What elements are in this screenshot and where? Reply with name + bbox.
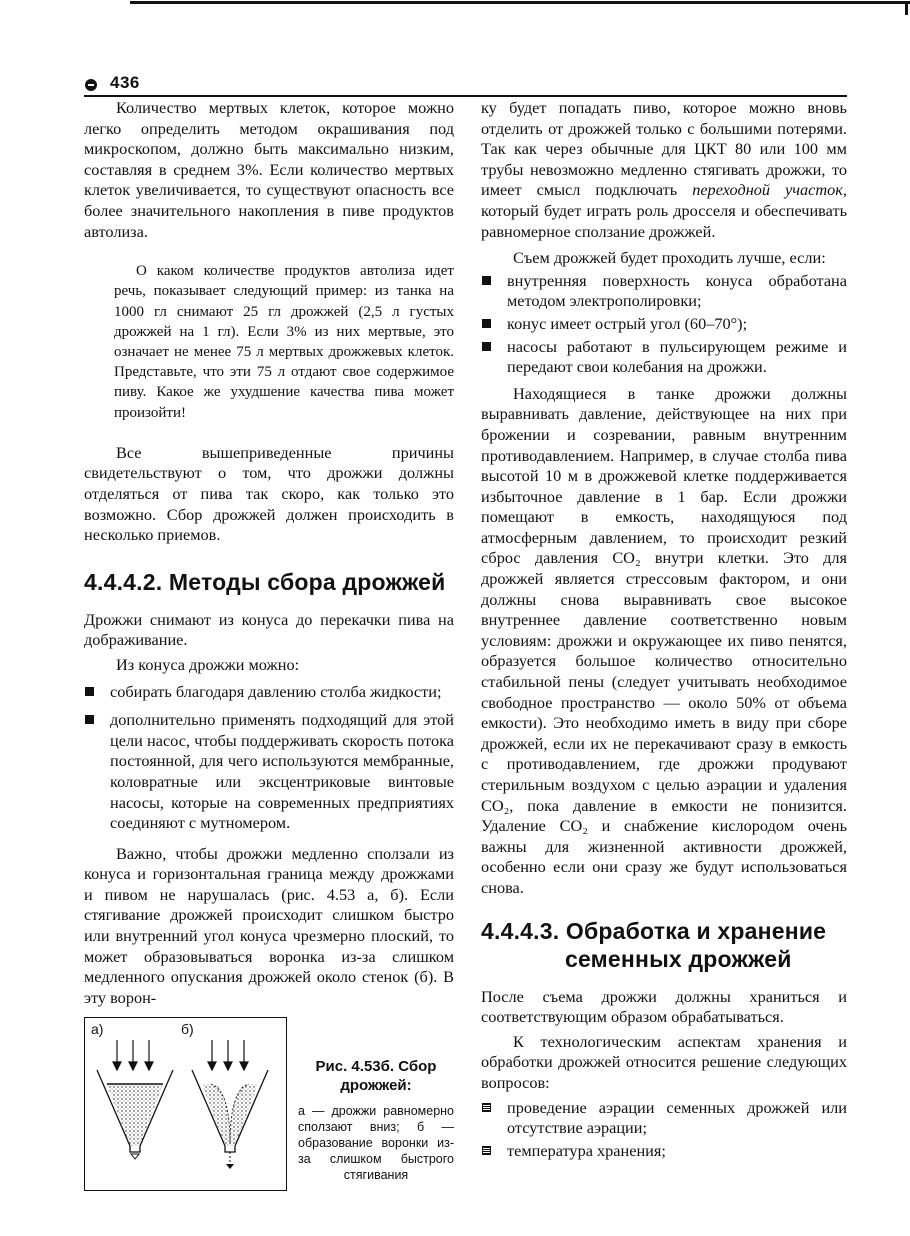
figure-caption <box>298 1057 454 1183</box>
paragraph: После съема дрожжи должны храниться и соответствующим образом обрабатываться. <box>481 986 847 1027</box>
paragraph: Находящиеся в танке дрожжи должны выравнивать давление, действующее на них при брожении и созревании, равным внутренним противодавлением. Например, в случае столба пива высотой 10 м в дрожжевой клетке поддерживается избыточное давление в 1 бар. Если дрожжи помещают в емкость, находящуюся под атмосферным давлением, то происходит резкий сброс давления CO₂ внутри клетки. Это для дрожжей является стрессовым фактором, и они должны снова выравнивать свое высокое внутреннее давление соответственно новым условиям: дрожжи и окружающее их пиво пенятся, образуется большое количество относительно стабильной пены (следует учитывать необходимое свободное пространство — около 50% от объема емкости). Это необходимо иметь в виду при сборе дрожжей, если их не перекачивают сразу в емкость с противодавлением, где дрожжи продувают стерильным воздухом с целью аэрации и удаления CO₂, пока давление в емкости не понизится. Удаление CO₂ и снабжение кислородом очень важны для жизненной активности дрожжей, особенно если они сразу же будут использоваться снова. <box>481 383 847 897</box>
paragraph: Количество мертвых клеток, которое можно легко определить методом окрашивания под микроскопом, должно быть максимально низким, составляя в среднем 3%. Если количество мертвых клеток увеличивается, то существуют опасность все более значительного накопления в пиве продуктов автолиза. <box>84 98 454 241</box>
paragraph: Из конуса дрожжи можно: <box>116 654 300 674</box>
bullet-list <box>481 271 847 378</box>
figure-label-b: б) <box>181 1021 194 1037</box>
list-item-text: дополнительно применять подходящий для этой цели насос, чтобы поддерживать скорость потока постоянной, для чего используются мембранные, коловратные или эксцентриковые винтовые насосы, которые на современных предприятиях соединяют с мутномером. <box>110 710 454 833</box>
section-heading-line1: 4.4.4.3. Обработка и хранение <box>481 917 827 944</box>
right-column <box>481 98 847 1163</box>
section-heading <box>481 917 847 973</box>
bullet-square-icon <box>85 687 94 696</box>
bullet-square-icon <box>482 276 491 285</box>
bullet-square-icon <box>482 319 491 328</box>
emphasis-text: переходной участок, <box>692 180 847 200</box>
arrows-b-icon <box>208 1040 248 1070</box>
bullet-list <box>481 1098 847 1162</box>
cone-a-yeast-fill <box>107 1084 163 1146</box>
list-item <box>481 337 847 378</box>
list-item <box>481 1098 847 1139</box>
bullet-hatched-icon <box>482 1103 491 1112</box>
left-column <box>84 98 454 1008</box>
caption-description: а — дрожжи равномерно сползают вниз; б — образование воронки из-за слишком быстрого стягивания <box>298 1104 454 1182</box>
yeast-cone-diagram <box>85 1018 286 1190</box>
header-rule <box>84 95 847 97</box>
list-item <box>481 271 847 312</box>
page-header <box>84 72 847 96</box>
paragraph: Важно, чтобы дрожжи медленно сползали из конуса и горизонтальная граница между дрожжами и пивом не нарушалась (рис. 4.53 а, б). Если стягивание дрожжей происходит слишком быстро или внутренний угол конуса чрезмерно плоский, то может образовываться воронка из-за слишком медленного опускания дрожжей около стенок (б). В эту ворон- <box>84 843 454 1007</box>
section-heading: 4.4.4.2. Методы сбора дрожжей <box>84 568 446 595</box>
list-item-text: собирать благодаря давлению столба жидкости; <box>110 681 442 701</box>
paragraph-text: который будет играть роль дросселя и обеспечивать равномерное сползание дрожжей. <box>481 200 847 241</box>
note-paragraph: О каком количестве продуктов автолиза идет речь, показывает следующий пример: из танка на 1000 гл снимают 25 гл дрожжей (2,5 л густых дрожжей на 1 гл). Если 3% из них мертвые, это означает не менее 75 л мертвых дрожжевых клеток. Представьте, что эти 75 л отдают свое содержимое пиву. Какое же ухудшение качества пива может произойти! <box>114 263 454 421</box>
paragraph <box>481 98 847 242</box>
bullet-square-icon <box>85 715 94 724</box>
arrows-a-icon <box>113 1040 153 1070</box>
list-item-text: проведение аэрации семенных дрожжей или отсутствие аэрации; <box>507 1097 847 1138</box>
figure-frame <box>84 1017 287 1191</box>
bullet-square-icon <box>482 342 491 351</box>
list-item-text: насосы работают в пульсирующем режиме и передают свои колебания на дрожжи. <box>507 336 847 377</box>
paragraph: Все вышеприведенные причины свидетельствуют о том, что дрожжи должны отделяться от пива так скоро, как только это возможно. Сбор дрожжей должен происходить в несколько приемов. <box>84 442 454 545</box>
figure-label-a: а) <box>91 1021 104 1037</box>
header-bullet-icon <box>85 79 97 91</box>
list-item <box>84 682 454 703</box>
figure-yeast-collection <box>84 1017 454 1193</box>
caption-title: Рис. 4.53б. Сбор дрожжей: <box>315 1058 437 1094</box>
paragraph: К технологическим аспектам хранения и обработки дрожжей относится решение следующих вопросов: <box>481 1031 847 1092</box>
paragraph: Дрожжи снимают из конуса до перекачки пива на дображивание. <box>84 609 454 650</box>
list-item <box>481 314 847 335</box>
list-item-text: внутренняя поверхность конуса обработана методом электрополировки; <box>507 270 847 311</box>
page-number: 436 <box>110 73 140 92</box>
list-item-text: температура хранения; <box>507 1140 666 1160</box>
list-item <box>481 1141 847 1162</box>
top-border-corner <box>905 1 908 15</box>
list-item-text: конус имеет острый угол (60–70°); <box>507 313 748 333</box>
bullet-hatched-icon <box>482 1146 491 1155</box>
paragraph-text: ку будет попадать пиво, которое можно вновь отделить от дрожжей только с большими потерями. Так как через обычные для ЦКТ 80 или 100 мм трубы невозможно медленно стягивать дрожжи, то имеет смысл подключать <box>481 98 847 200</box>
bullet-list <box>84 682 454 834</box>
list-item <box>84 710 454 834</box>
top-border-line <box>130 1 910 4</box>
section-heading-line2: семенных дрожжей <box>565 945 792 972</box>
paragraph: Съем дрожжей будет проходить лучше, если: <box>513 248 826 268</box>
